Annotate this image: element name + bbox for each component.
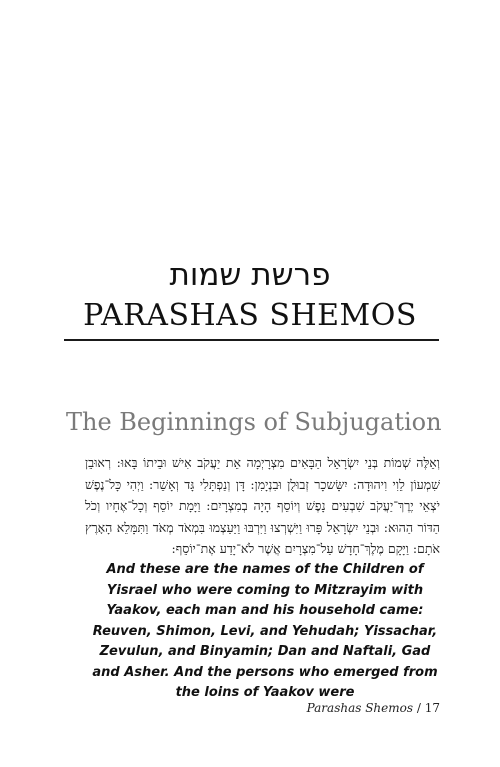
english-translation: And these are the names of the Children of Yisrael who were coming to Mitzrayim with Yaakov, each man and his household came: Reuven, Shimon, Levi, and Yehudah; Yissachar, Zevulun, and Binyamin; Dan and Naftali, Gad and Asher. And the persons who emerged from the loins of Yaakov were bbox=[92, 562, 438, 700]
parasha-title-hebrew: פרשת שמות bbox=[169, 257, 331, 293]
section-title: The Beginnings of Subjugation bbox=[66, 408, 442, 436]
page-footer bbox=[250, 700, 440, 716]
title-divider bbox=[64, 339, 439, 341]
footer-separator: / bbox=[416, 701, 421, 715]
page-number: 17 bbox=[424, 701, 440, 715]
running-head: Parashas Shemos bbox=[306, 701, 414, 715]
parasha-title-english: PARASHAS SHEMOS bbox=[83, 298, 417, 333]
hebrew-passage: וְאֵלֶּה שְׁמוֹת בְּנֵי יִשְׂרָאֵל הַבָּאִים מִצְרָיְמָה אֵת יַעֲקֹב אִישׁ וּבֵיתוֹ בָּאוּ: רְאוּבֵן שִׁמְעוֹן לֵוִי וִיהוּדָה: יִשָּׂשכָר זְבוּלֻן וּבִנְיָמִן: דָּן וְנַפְתָּלִי גָּד וְאָשֵׁר: וַיְהִי כָּל־נֶפֶשׁ יֹצְאֵי יֶרֶךְ־יַעֲקֹב שִׁבְעִים נָפֶשׁ וְיוֹסֵף הָיָה בְמִצְרָיִם: וַיָּמָת יוֹסֵף וְכָל־אֶחָיו וְכֹל הַדּוֹר הַהוּא: וּבְנֵי יִשְׂרָאֵל פָּרוּ וַיִּשְׁרְצוּ וַיִּרְבּוּ וַיַּעַצְמוּ בִּמְאֹד מְאֹד וַתִּמָּלֵא הָאָרֶץ אֹתָם: וַיָּקָם מֶלֶךְ־חָדָשׁ עַל־מִצְרָיִם אֲשֶׁר לֹא־יָדַע אֶת־יוֹסֵף: bbox=[85, 455, 440, 556]
